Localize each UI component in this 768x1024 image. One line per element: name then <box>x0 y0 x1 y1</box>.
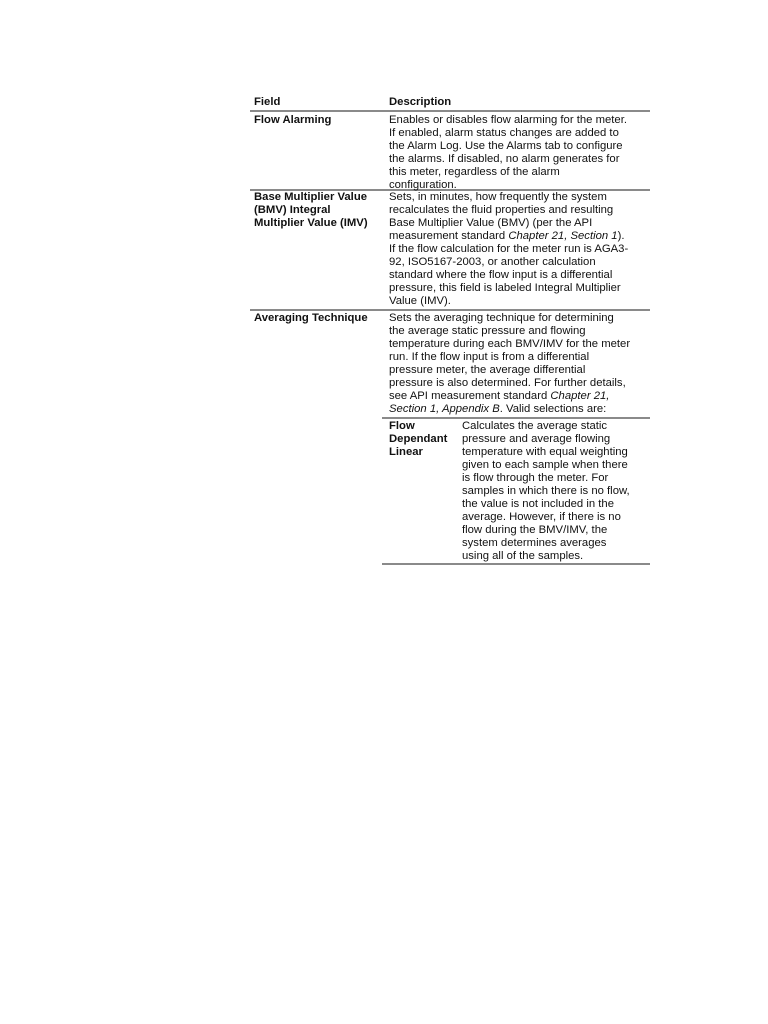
text-segment: this meter, regardless of the alarm <box>389 166 560 178</box>
description-line <box>389 377 626 390</box>
text-segment: configuration. <box>389 179 457 191</box>
option-description-line: the value is not included in the <box>462 498 614 510</box>
text-segment: see API measurement standard <box>389 390 551 402</box>
field-name: (BMV) Integral <box>254 204 331 216</box>
description-line <box>389 204 613 217</box>
description-line <box>389 325 586 338</box>
description-line <box>389 127 619 140</box>
field-name: Multiplier Value (IMV) <box>254 217 368 229</box>
text-segment: the Alarm Log. Use the Alarms tab to configure <box>389 140 623 152</box>
text-segment: standard where the flow input is a differential <box>389 269 613 281</box>
text-segment: If enabled, alarm status changes are added to <box>389 127 619 139</box>
description-line <box>389 364 585 377</box>
option-description-line: samples in which there is no flow, <box>462 485 630 497</box>
text-segment: the average static pressure and flowing <box>389 325 586 337</box>
text-segment: temperature during each BMV/IMV for the meter <box>389 338 631 350</box>
text-segment: 92, ISO5167-2003, or another calculation <box>389 256 596 268</box>
option-description-line: is flow through the meter. For <box>462 472 609 484</box>
text-segment: Sets, in minutes, how frequently the system <box>389 191 607 203</box>
header-description: Description <box>389 96 452 108</box>
text-segment: pressure, this field is labeled Integral Multiplier <box>389 282 621 294</box>
description-line <box>389 295 451 308</box>
option-description-line: flow during the BMV/IMV, the <box>462 524 608 536</box>
citation-text: Section 1, Appendix B <box>389 403 500 415</box>
description-line <box>389 153 619 166</box>
row-rule <box>250 309 650 311</box>
citation-text: Chapter 21, Section 1 <box>508 230 618 242</box>
description-line <box>389 338 630 351</box>
description-line <box>389 114 627 127</box>
option-name: Linear <box>389 446 423 458</box>
option-description-line: pressure and average flowing <box>462 433 611 445</box>
description-line <box>389 166 560 179</box>
text-segment: Value (IMV). <box>389 295 451 307</box>
text-segment: pressure is also determined. For further details, <box>389 377 626 389</box>
description-line <box>389 351 589 364</box>
description-line <box>389 390 609 403</box>
option-description-line: average. However, if there is no <box>462 511 621 523</box>
text-segment: the alarms. If disabled, no alarm generates for <box>389 153 620 165</box>
text-segment: pressure meter, the average differential <box>389 364 586 376</box>
text-segment: run. If the flow input is from a differential <box>389 351 590 363</box>
option-description-line: temperature with equal weighting <box>462 446 628 458</box>
header-rule <box>250 110 650 112</box>
field-name: Flow Alarming <box>254 114 332 126</box>
text-segment: Enables or disables flow alarming for the meter. <box>389 114 627 126</box>
description-line <box>389 403 606 416</box>
option-description-line: system determines averages <box>462 537 607 549</box>
text-segment: ). <box>617 230 625 242</box>
text-segment: recalculates the fluid properties and resulting <box>389 204 614 216</box>
description-line <box>389 191 607 204</box>
option-description-line: Calculates the average static <box>462 420 608 432</box>
table-bottom-rule <box>382 563 650 565</box>
description-line <box>389 282 621 295</box>
description-line <box>389 243 628 256</box>
description-line <box>389 269 612 282</box>
text-segment: measurement standard <box>389 230 509 242</box>
description-line <box>389 140 623 153</box>
description-line <box>389 217 592 230</box>
option-name: Dependant <box>389 433 448 445</box>
text-segment: . Valid selections are: <box>499 403 607 415</box>
field-name: Base Multiplier Value <box>254 191 368 203</box>
text-segment: Sets the averaging technique for determining <box>389 312 614 324</box>
text-segment: If the flow calculation for the meter run is AGA3- <box>389 243 629 255</box>
text-segment: Base Multiplier Value (BMV) (per the API <box>389 217 593 229</box>
description-line <box>389 256 596 269</box>
field-name: Averaging Technique <box>254 312 368 324</box>
option-description-line: using all of the samples. <box>462 550 584 562</box>
option-rule <box>382 417 650 419</box>
citation-text: Chapter 21, <box>550 390 610 402</box>
header-field: Field <box>254 96 281 108</box>
description-line <box>389 312 614 325</box>
option-name: Flow <box>389 420 415 432</box>
option-description-line: given to each sample when there <box>462 459 628 471</box>
description-line <box>389 230 625 243</box>
